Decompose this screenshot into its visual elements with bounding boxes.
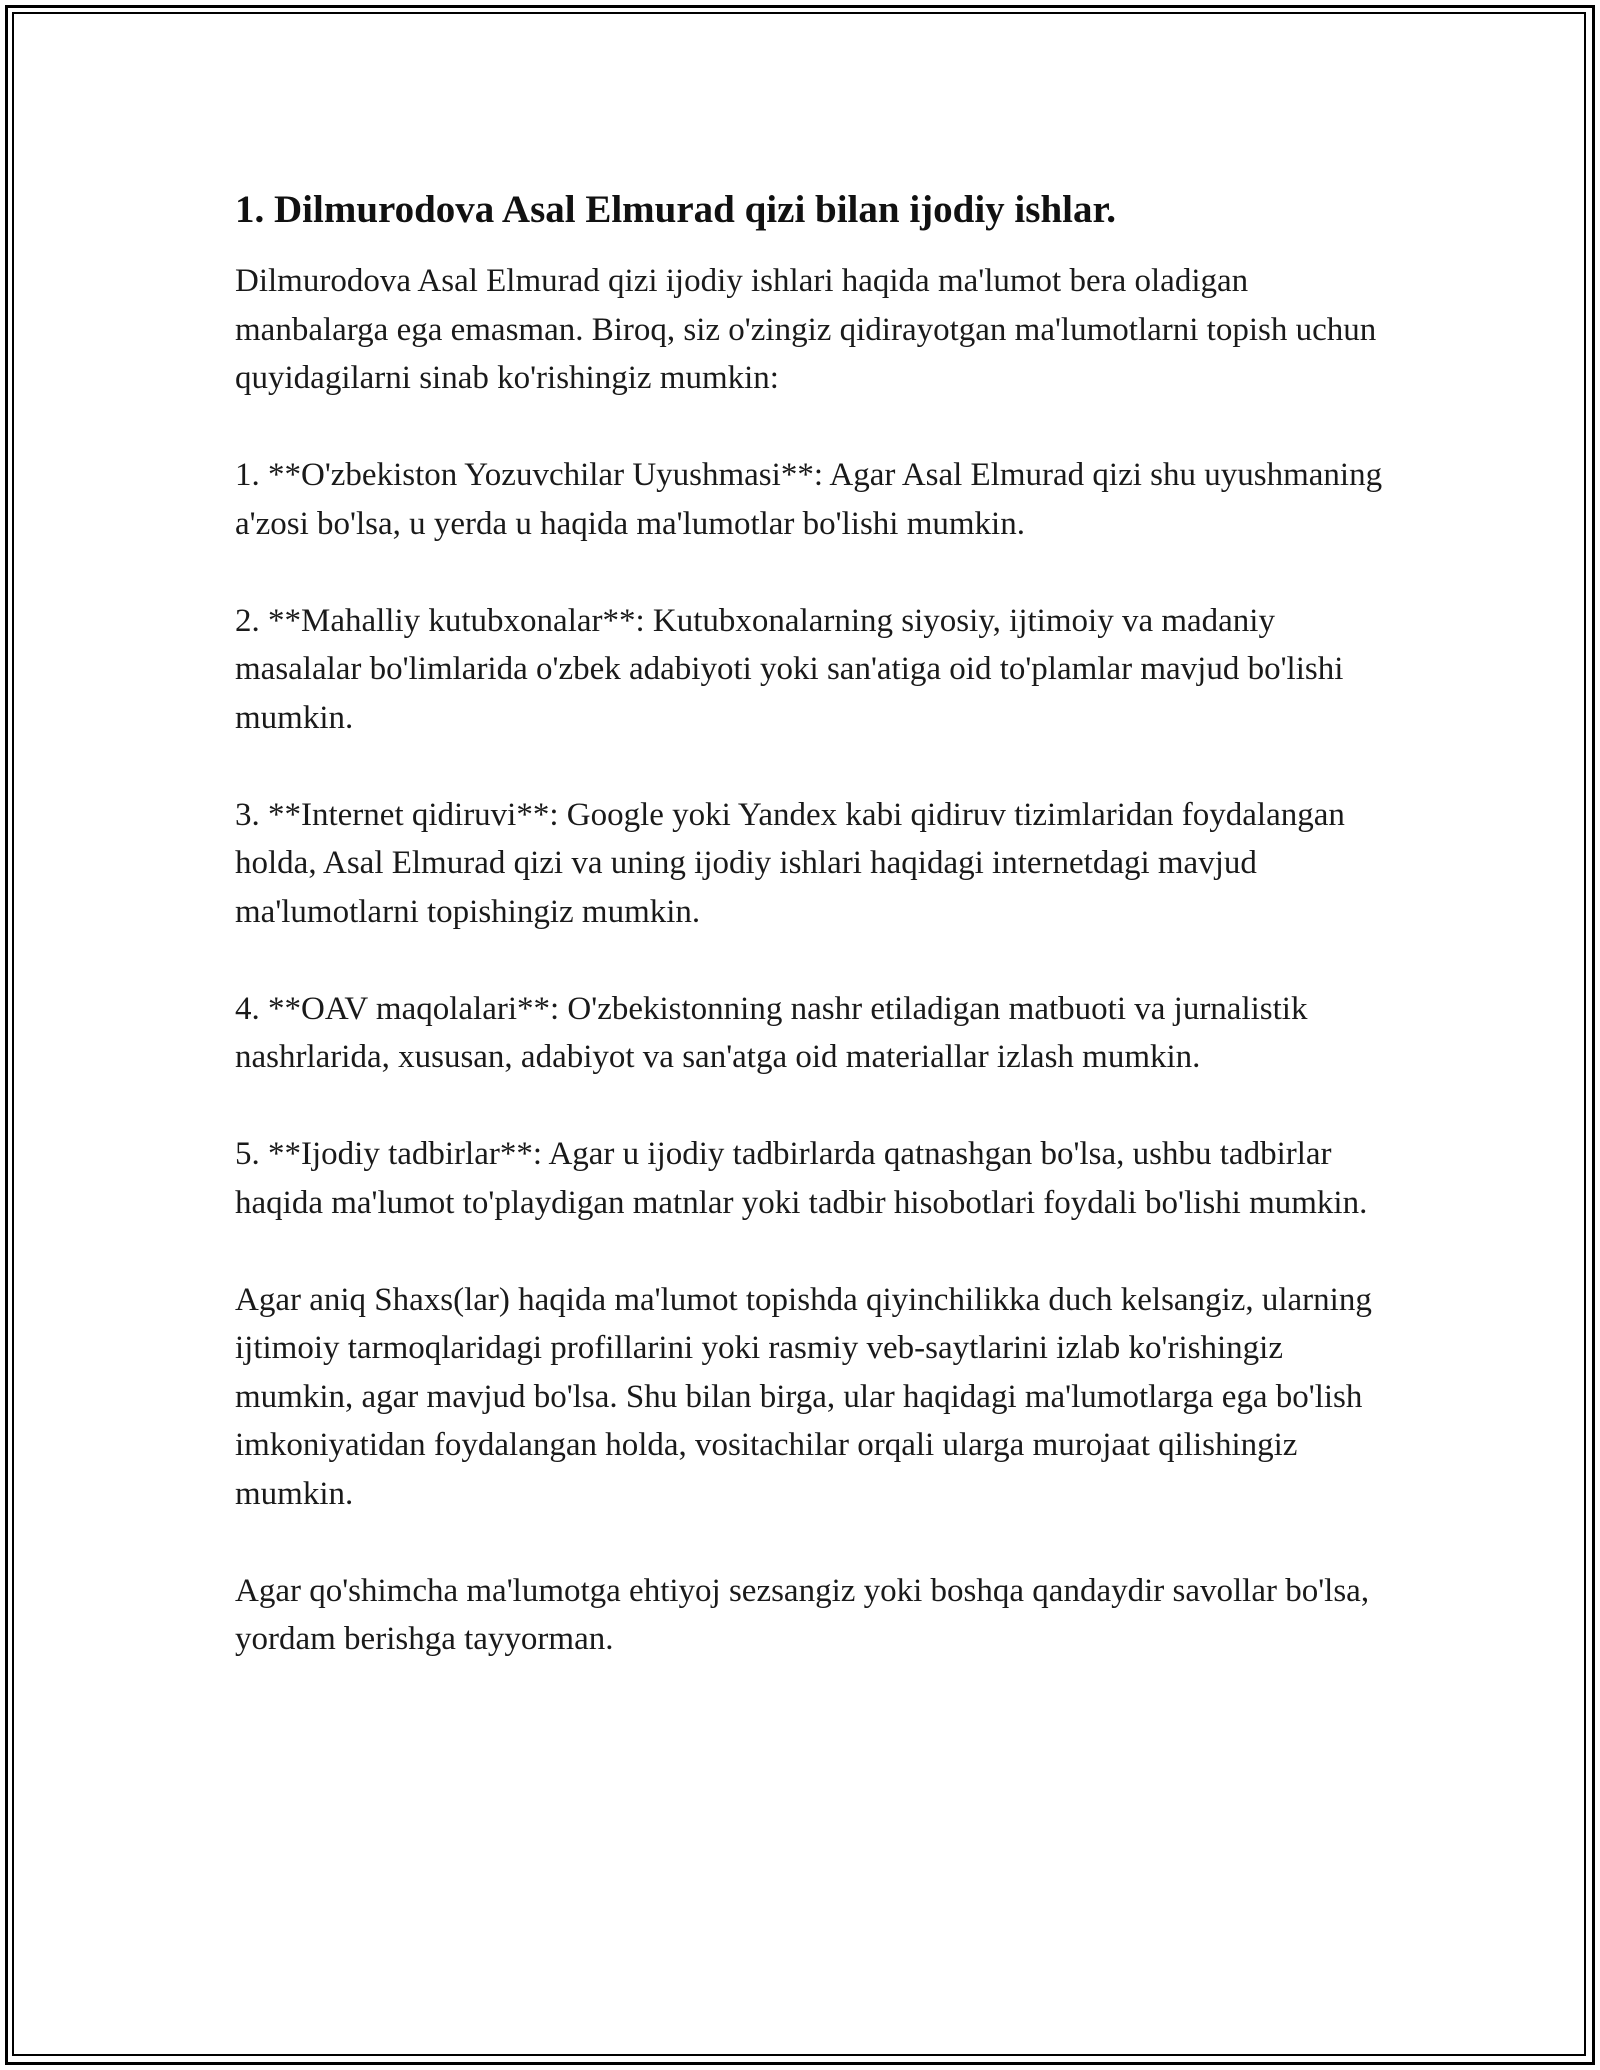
list-item-5: 5. **Ijodiy tadbirlar**: Agar u ijodiy tadbirlarda qatnashgan bo'lsa, ushbu tadbirlar haqida ma'lumot to'playdigan matnlar yoki tadbir hisobotlari foydali bo'lishi mumkin. xyxy=(235,1136,1368,1221)
document-heading: 1. Dilmurodova Asal Elmurad qizi bilan ijodiy ishlar. xyxy=(235,188,1116,231)
list-item-2: 2. **Mahalliy kutubxonalar**: Kutubxonalarning siyosiy, ijtimoiy va madaniy masalalar bo'limlarida o'zbek adabiyoti yoki san'atiga oid to'plamlar mavjud bo'lishi mumkin. xyxy=(235,602,1344,736)
list-item-1: 1. **O'zbekiston Yozuvchilar Uyushmasi**: Agar Asal Elmurad qizi shu uyushmaning a'zosi bo'lsa, u yerda u haqida ma'lumotlar bo'lishi mumkin. xyxy=(235,457,1383,542)
list-item-4: 4. **OAV maqolalari**: O'zbekistonning nashr etiladigan matbuoti va jurnalistik nashrlarida, xususan, adabiyot va san'atga oid materiallar izlash mumkin. xyxy=(235,990,1308,1075)
document-body xyxy=(235,185,1395,1712)
closing-paragraph: Agar qo'shimcha ma'lumotga ehtiyoj sezsangiz yoki boshqa qandaydir savollar bo'lsa, yordam berishga tayyorman. xyxy=(235,1572,1370,1657)
intro-paragraph: Dilmurodova Asal Elmurad qizi ijodiy ishlari haqida ma'lumot bera oladigan manbalarga ega emasman. Biroq, siz o'zingiz qidirayotgan ma'lumotlarni topish uchun quyidagilarni sinab ko'rishingiz mumkin: xyxy=(235,263,1377,396)
advice-paragraph: Agar aniq Shaxs(lar) haqida ma'lumot topishda qiyinchilikka duch kelsangiz, ularning ijtimoiy tarmoqlaridagi profillarini yoki rasmiy veb-saytlarini izlab ko'rishingiz mumkin, agar mavjud bo'lsa. Shu bilan birga, ular haqidagi ma'lumotlarga ega bo'lish imkoniyatidan foydalangan holda, vositachilar orqali ularga murojaat qilishingiz mumkin. xyxy=(235,1281,1372,1512)
list-item-3: 3. **Internet qidiruvi**: Google yoki Yandex kabi qidiruv tizimlaridan foydalangan holda, Asal Elmurad qizi va uning ijodiy ishlari haqidagi internetdagi mavjud ma'lumotlarni topishingiz mumkin. xyxy=(235,796,1345,930)
